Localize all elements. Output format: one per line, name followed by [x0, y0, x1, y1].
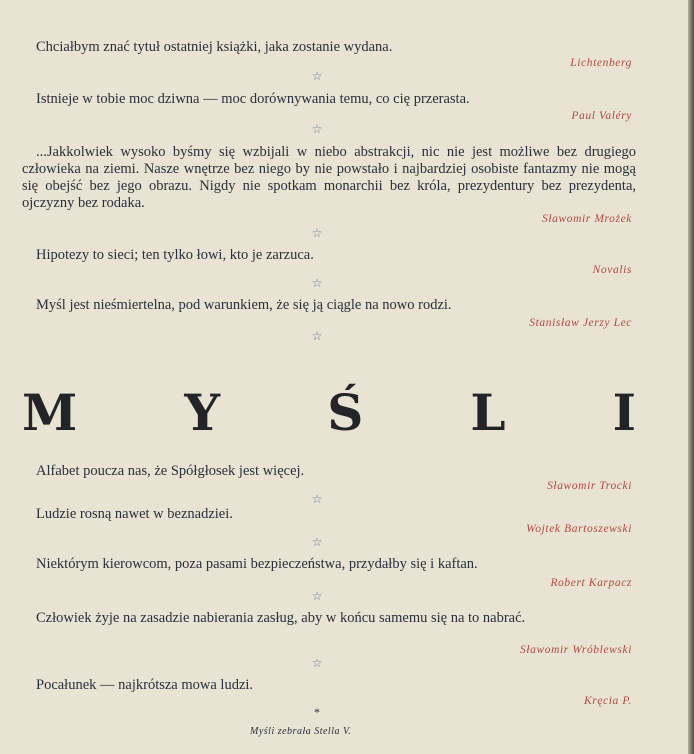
quote-author: Sławomir Trocki — [547, 480, 632, 492]
quote-text: Ludzie rosną nawet w beznadziei. — [36, 506, 233, 522]
quote-author: Lichtenberg — [570, 57, 632, 69]
quote-text: ...Jakkolwiek wysoko byśmy się wzbijali w niebo abstrakcji, nic nie jest możliwe bez drugiego człowieka na ziemi. Nasze wnętrze bez niego by nie powstało i najbardziej osobiste fantazmy nie mogą się obejść bez jego obrazu. Nigdy nie spotkam monarchii bez króla, prezydentury bez prezydenta, ojczyzny bez rodaka. — [22, 144, 636, 211]
title-letter: I — [612, 382, 636, 442]
page-title — [22, 382, 636, 442]
footer-credit: Myśli zebrała Stella V. — [250, 726, 352, 737]
quote-author: Wojtek Bartoszewski — [526, 523, 632, 535]
quote-author: Sławomir Wróblewski — [519, 644, 632, 656]
asterisk-separator: * — [314, 705, 320, 719]
quote-text: Pocałunek — najkrótsza mowa ludzi. — [36, 677, 254, 693]
quote-text: Człowiek żyje na zasadzie nabierania zasług, aby w końcu samemu się na to nabrać. — [36, 610, 526, 626]
star-separator: ☆ — [311, 589, 323, 603]
quote-text: Hipotezy to sieci; ten tylko łowi, kto je zarzuca. — [36, 247, 314, 263]
quote-author: Kręcia P. — [584, 695, 632, 707]
star-separator: ☆ — [311, 226, 323, 240]
star-separator: ☆ — [311, 656, 323, 670]
quote-text: Niektórym kierowcom, poza pasami bezpieczeństwa, przydałby się i kaftan. — [36, 556, 478, 572]
title-letter: M — [22, 382, 78, 442]
star-separator: ☆ — [311, 69, 323, 83]
title-letter: Ś — [327, 382, 364, 442]
quote-author: Paul Valéry — [571, 110, 632, 122]
star-separator: ☆ — [311, 492, 323, 506]
star-separator: ☆ — [311, 535, 323, 549]
page-edge — [688, 0, 694, 754]
quote-text: Istnieje w tobie moc dziwna — moc dorównywania temu, co cię przerasta. — [36, 91, 470, 107]
quote-author: Robert Karpacz — [550, 577, 632, 589]
quote-text: Chciałbym znać tytuł ostatniej książki, jaka zostanie wydana. — [36, 39, 393, 55]
quote-text: Myśl jest nieśmiertelna, pod warunkiem, że się ją ciągle na nowo rodzi. — [36, 297, 452, 313]
star-separator: ☆ — [311, 329, 323, 343]
title-letter: L — [470, 382, 506, 442]
quote-author: Novalis — [592, 264, 632, 276]
quote-author: Stanisław Jerzy Lec — [529, 317, 632, 329]
star-separator: ☆ — [311, 276, 323, 290]
star-separator: ☆ — [311, 122, 323, 136]
quote-text: Alfabet poucza nas, że Spółgłosek jest więcej. — [36, 463, 305, 479]
title-letter: Y — [184, 382, 221, 442]
quote-author: Sławomir Mrożek — [541, 213, 632, 225]
